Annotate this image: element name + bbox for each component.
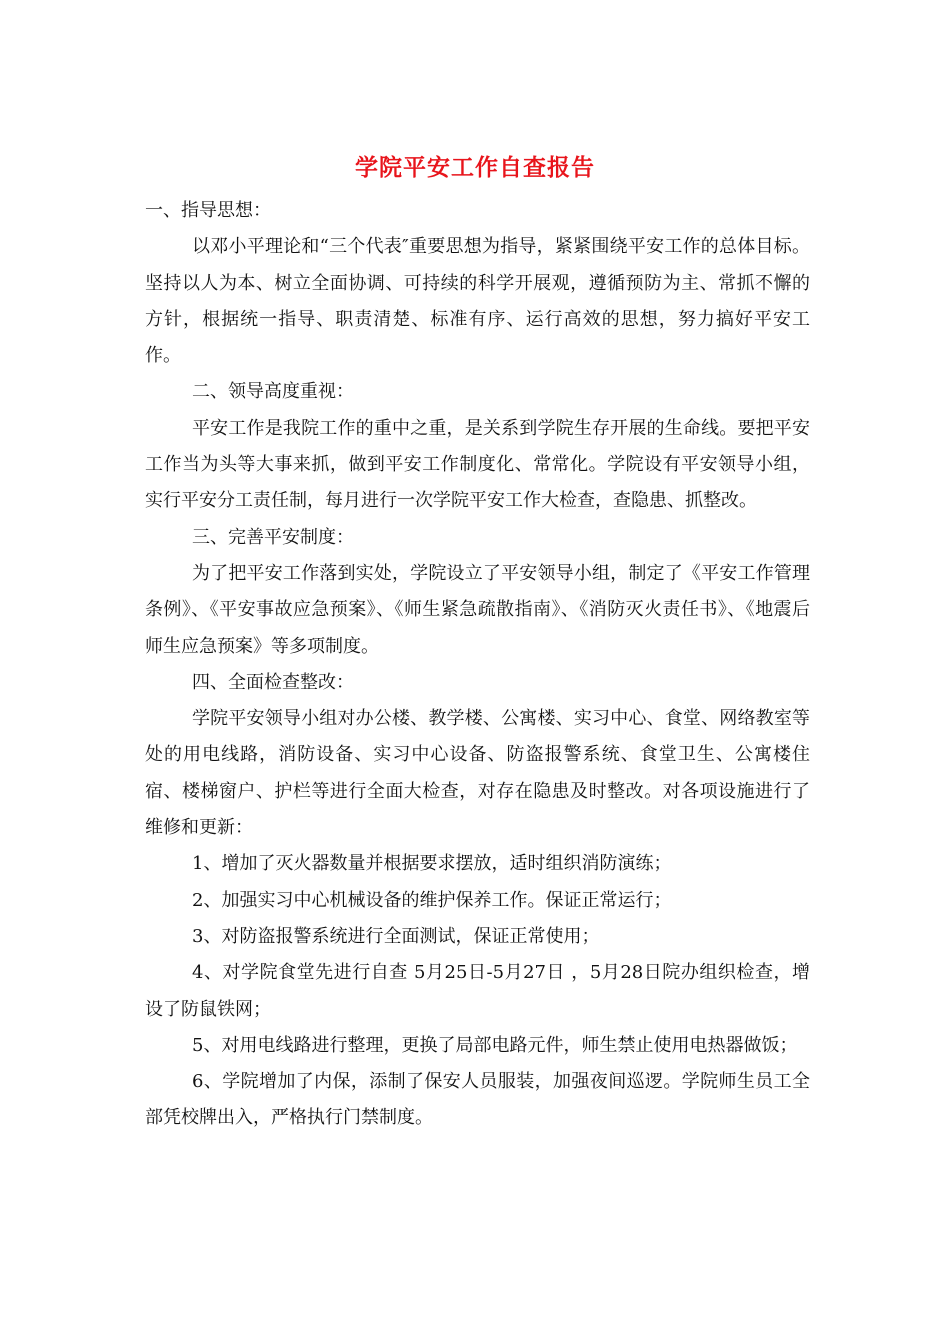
document-title: 学院平安工作自查报告 xyxy=(355,154,595,181)
list-item-5: 5、对用电线路进行整理，更换了局部电路元件，师生禁止使用电热器做饭； xyxy=(192,1034,798,1056)
paragraph-safety-system: 为了把平安工作落到实处，学院设立了平安领导小组，制定了《平安工作管理条例》、《平安事故应急预案》、《师生紧急疏散指南》、《消防灭火责任书》、《地震后师生应急预案》等多项制度。 xyxy=(145,562,810,657)
document-body xyxy=(145,193,810,1137)
section-heading-inspection: 四、全面检查整改： xyxy=(192,671,354,693)
list-item-1: 1、增加了灭火器数量并根据要求摆放，适时组织消防演练； xyxy=(192,853,672,875)
section-heading-safety-system: 三、完善平安制度： xyxy=(192,526,354,548)
list-item-4: 4、对学院食堂先进行自查 5月25日-5月27日 ，5月28日院办组织检查，增设了防鼠铁网； xyxy=(145,962,810,1020)
section-heading-leadership: 二、领导高度重视： xyxy=(192,381,354,403)
section-heading-guiding-thought: 一、指导思想： xyxy=(145,200,271,221)
list-item-6: 6、学院增加了内保，添制了保安人员服装，加强夜间巡逻。学院师生员工全部凭校牌出入，严格执行门禁制度。 xyxy=(145,1071,810,1129)
list-item-3: 3、对防盗报警系统进行全面测试，保证正常使用； xyxy=(192,925,600,947)
list-item-2: 2、加强实习中心机械设备的维护保养工作。保证正常运行； xyxy=(192,889,672,911)
paragraph-guiding-thought: 以邓小平理论和“三个代表″重要思想为指导，紧紧围绕平安工作的总体目标。坚持以人为本、树立全面协调、可持续的科学开展观，遵循预防为主、常抓不懈的方针，根据统一指导、职责清楚、标准有序、运行高效的思想，努力搞好平安工作。 xyxy=(145,236,810,367)
paragraph-leadership: 平安工作是我院工作的重中之重，是关系到学院生存开展的生命线。要把平安工作当为头等大事来抓，做到平安工作制度化、常常化。学院设有平安领导小组，实行平安分工责任制，每月进行一次学院平安工作大检查，查隐患、抓整改。 xyxy=(145,417,810,512)
paragraph-inspection: 学院平安领导小组对办公楼、教学楼、公寓楼、实习中心、食堂、网络教室等处的用电线路，消防设备、实习中心设备、防盗报警系统、食堂卫生、公寓楼住宿、楼梯窗户、护栏等进行全面大检查，对存在隐患及时整改。对各项设施进行了维修和更新： xyxy=(145,708,810,839)
